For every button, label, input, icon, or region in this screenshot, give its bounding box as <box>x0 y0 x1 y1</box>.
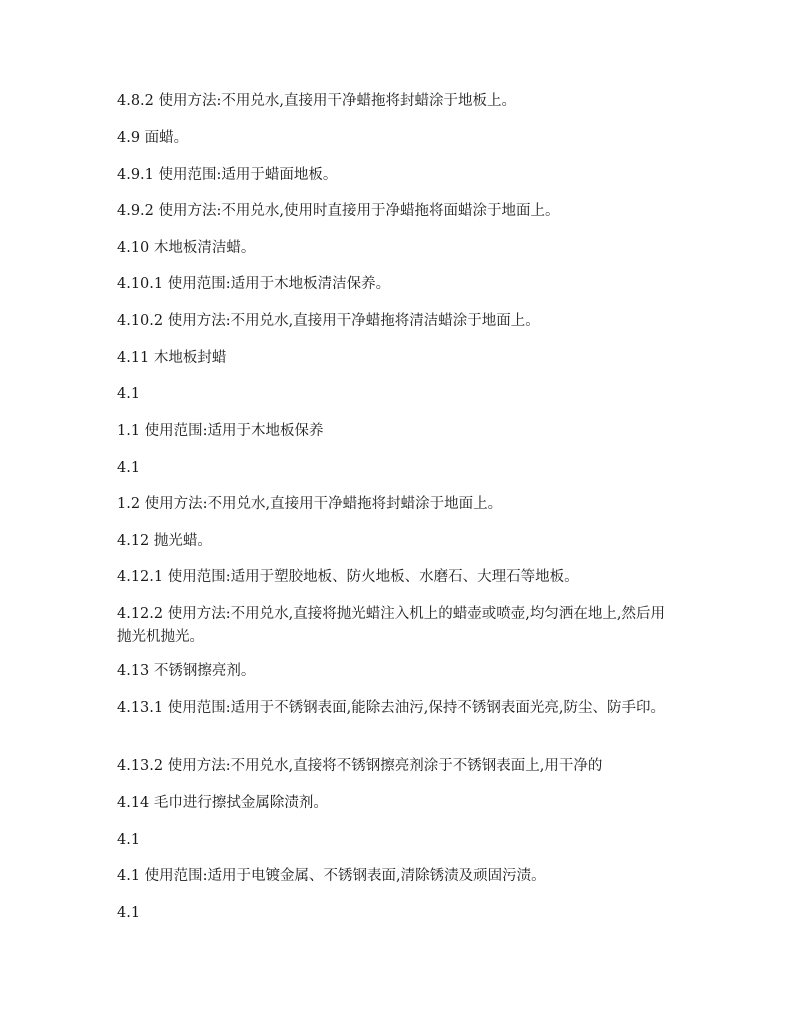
paragraph: 4.1 <box>117 386 141 402</box>
paragraph: 4.1 <box>117 832 141 848</box>
section-heading: 4.13 不锈钢擦亮剂。 <box>117 663 256 679</box>
paragraph: 4.9.1 使用范围:适用于蜡面地板。 <box>117 167 338 183</box>
paragraph: 4.14 毛巾进行擦拭金属除渍剂。 <box>117 795 328 811</box>
paragraph: 4.1 <box>117 905 141 921</box>
paragraph: 4.1 使用范围:适用于电镀金属、不锈钢表面,清除锈渍及顽固污渍。 <box>117 868 546 884</box>
section-heading: 4.9 面蜡。 <box>117 130 189 146</box>
document-page <box>117 0 677 1030</box>
paragraph: 4.13.1 使用范围:适用于不锈钢表面,能除去油污,保持不锈钢表面光亮,防尘、防手印。 <box>117 700 665 716</box>
paragraph: 4.1 <box>117 460 141 476</box>
paragraph: 4.12.2 使用方法:不用兑水,直接将抛光蜡注入机上的蜡壶或喷壶,均匀洒在地上,然后用抛光机抛光。 <box>117 606 665 645</box>
section-heading: 4.11 木地板封蜡 <box>117 350 227 366</box>
paragraph: 1.1 使用范围:适用于木地板保养 <box>117 423 324 439</box>
section-heading: 4.10 木地板清洁蜡。 <box>117 240 256 256</box>
paragraph: 4.13.2 使用方法:不用兑水,直接将不锈钢擦亮剂涂于不锈钢表面上,用干净的 <box>117 758 603 774</box>
section-heading: 4.12 抛光蜡。 <box>117 533 212 549</box>
paragraph: 4.10.1 使用范围:适用于木地板清洁保养。 <box>117 276 391 292</box>
paragraph: 4.9.2 使用方法:不用兑水,使用时直接用于净蜡拖将面蜡涂于地面上。 <box>117 203 560 219</box>
paragraph: 4.10.2 使用方法:不用兑水,直接用干净蜡拖将清洁蜡涂于地面上。 <box>117 313 540 329</box>
paragraph: 1.2 使用方法:不用兑水,直接用干净蜡拖将封蜡涂于地面上。 <box>117 496 503 512</box>
paragraph: 4.8.2 使用方法:不用兑水,直接用干净蜡拖将封蜡涂于地板上。 <box>117 93 516 109</box>
paragraph: 4.12.1 使用范围:适用于塑胶地板、防火地板、水磨石、大理石等地板。 <box>117 569 579 585</box>
